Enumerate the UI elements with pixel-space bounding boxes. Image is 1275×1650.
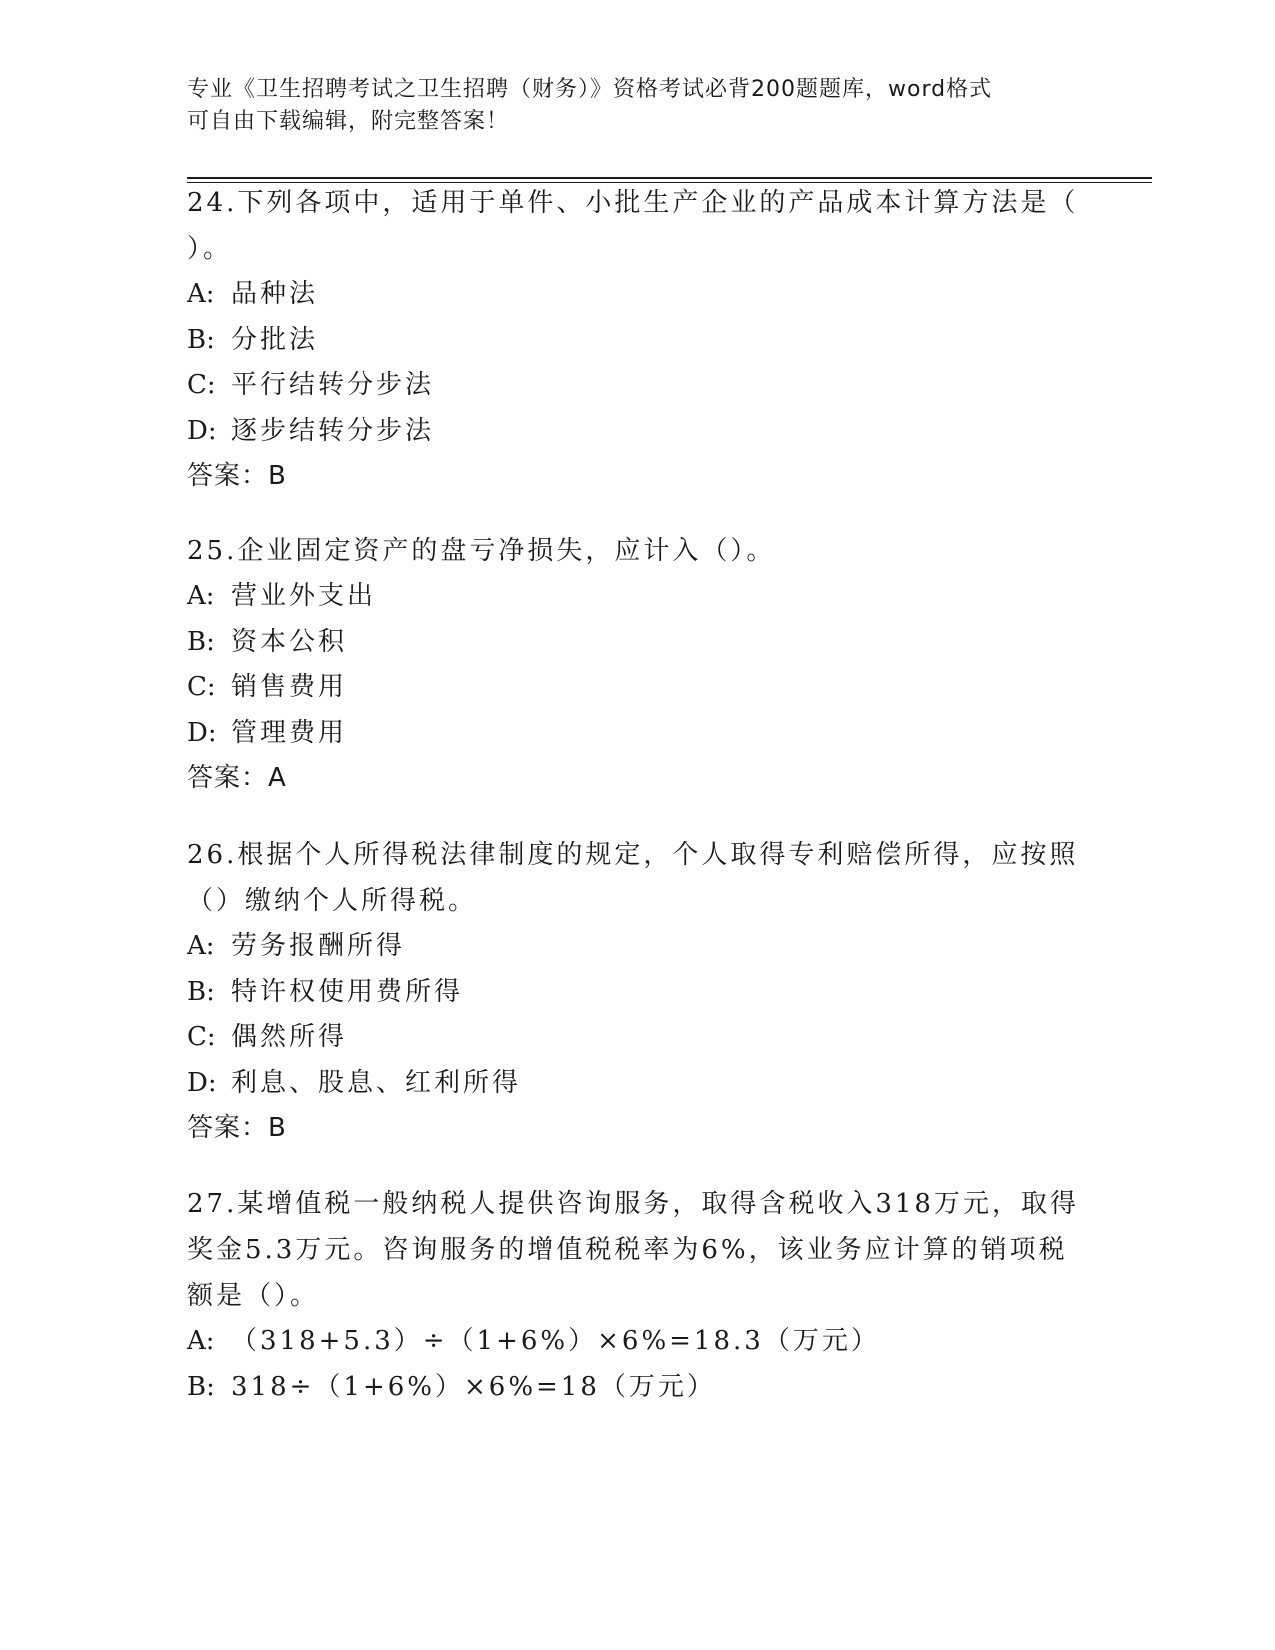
option-text: 销售费用 — [231, 672, 348, 702]
option-text: 平行结转分步法 — [231, 370, 435, 400]
question-stem-line: 25.企业固定资产的盘亏净损失，应计入（）。 — [187, 536, 776, 566]
option-text: 318÷（1+6%）×6%=18（万元） — [231, 1371, 716, 1402]
option-label: D: — [187, 1067, 217, 1098]
option-text: 偶然所得 — [231, 1022, 348, 1052]
option-c — [187, 363, 1067, 409]
option-c — [187, 665, 1067, 711]
answer: 答案：B — [187, 1113, 287, 1143]
option-label: A: — [187, 931, 215, 961]
question-stem-line: 26.根据个人所得税法律制度的规定，个人取得专利赔偿所得，应按照 — [187, 840, 1079, 870]
option-label: B: — [187, 976, 215, 1007]
option-text: 利息、股息、红利所得 — [231, 1067, 522, 1098]
question-24 — [187, 180, 1079, 499]
option-d — [187, 711, 1067, 757]
option-a — [187, 1319, 1067, 1365]
option-c — [187, 1015, 1067, 1061]
question-stem-line: 27.某增值税一般纳税人提供咨询服务，取得含税收入318万元，取得 — [187, 1189, 1079, 1219]
option-label: C: — [187, 672, 216, 702]
option-a — [187, 924, 1067, 970]
option-b — [187, 1365, 1067, 1411]
option-text: 品种法 — [231, 279, 319, 309]
document-header — [187, 74, 1067, 138]
header-line-2: 可自由下载编辑，附完整答案！ — [187, 109, 510, 134]
option-text: 特许权使用费所得 — [231, 976, 464, 1007]
option-d — [187, 1061, 1067, 1107]
question-26 — [187, 832, 1079, 1151]
question-stem-line: 奖金5.3万元。咨询服务的增值税税率为6%，该业务应计算的销项税 — [187, 1235, 1068, 1265]
option-text: 管理费用 — [231, 717, 348, 748]
option-text: 劳务报酬所得 — [231, 931, 406, 961]
option-label: C: — [187, 370, 216, 400]
option-label: D: — [187, 415, 217, 446]
option-label: A: — [187, 279, 215, 309]
option-text: 分批法 — [231, 324, 319, 355]
option-label: B: — [187, 324, 215, 355]
option-text: 逐步结转分步法 — [231, 415, 435, 446]
question-25 — [187, 528, 1067, 801]
answer: 答案：B — [187, 461, 287, 491]
header-line-1: 专业《卫生招聘考试之卫生招聘（财务）》资格考试必背200题题库，word格式 — [187, 77, 993, 102]
question-stem-line: 24.下列各项中，适用于单件、小批生产企业的产品成本计算方法是（ — [187, 188, 1079, 218]
answer: 答案：A — [187, 763, 287, 793]
option-d — [187, 409, 1067, 455]
option-label: B: — [187, 626, 215, 657]
option-b — [187, 620, 1067, 666]
option-a — [187, 574, 1067, 620]
option-label: D: — [187, 717, 217, 748]
option-text: 资本公积 — [231, 626, 348, 657]
option-label: C: — [187, 1022, 216, 1052]
question-stem-line: ）。 — [187, 234, 233, 264]
option-label: A: — [187, 581, 215, 611]
question-stem-line: （）缴纳个人所得税。 — [187, 886, 478, 916]
question-27 — [187, 1181, 1079, 1410]
option-label: B: — [187, 1371, 215, 1402]
option-b — [187, 318, 1067, 364]
option-b — [187, 970, 1067, 1016]
option-text: 营业外支出 — [231, 581, 377, 611]
option-a — [187, 272, 1067, 318]
question-stem-line: 额是（）。 — [187, 1281, 320, 1311]
option-text: （318+5.3）÷（1+6%）×6%=18.3（万元） — [231, 1326, 880, 1356]
option-label: A: — [187, 1326, 215, 1356]
